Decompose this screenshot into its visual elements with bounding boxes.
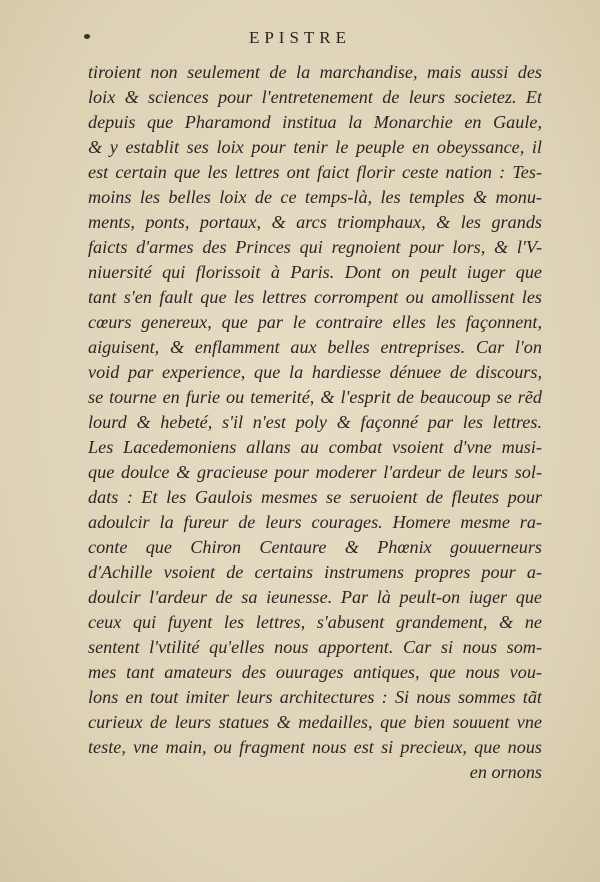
text-line: depuis que Pharamond institua la Monarchie en Gaule, [88,112,542,132]
text-line: conte que Chiron Centaure & Phœnix gouuerneurs [88,537,542,557]
text-line: moins les belles loix de ce temps-là, les temples & monu- [88,187,542,207]
text-line: doulcir l'ardeur de sa ieunesse. Par là peult-on iuger que [88,587,542,607]
text-line: ceux qui fuyent les lettres, s'abusent grandement, & ne [88,612,542,632]
text-line: loix & sciences pour l'entretenement de leurs societez. Et [88,87,542,107]
text-line: teste, vne main, ou fragment nous est si precieux, que nous [88,737,542,757]
text-line: se tourne en furie ou temerité, & l'esprit de beaucoup se rẽd [88,387,542,407]
text-line: d'Achille vsoient de certains instrumens propres pour a- [88,562,542,582]
text-line: aiguisent, & enflamment aux belles entreprises. Car l'on [88,337,542,357]
text-line: tant s'en fault que les lettres corrompent ou amollissent les [88,287,542,307]
body-text [88,60,542,785]
text-line: & y establit ses loix pour tenir le peuple en obeyssance, il [88,137,542,157]
text-line: faicts d'armes des Princes qui regnoient pour lors, & l'V- [88,237,542,257]
running-header: EPISTRE [248,28,352,47]
text-line: Les Lacedemoniens allans au combat vsoient d'vne musi- [88,437,542,457]
text-line: est certain que les lettres ont faict florir ceste nation : Tes- [88,162,542,182]
text-line: mes tant amateurs des ouurages antiques, que nous vou- [88,662,542,682]
text-line: dats : Et les Gaulois mesmes se seruoient de fleutes pour [88,487,542,507]
text-line: void par experience, que la hardiesse dénuee de discours, [88,362,542,382]
text-line: en ornons [469,762,542,782]
text-line: cœurs genereux, que par le contraire elles les façonnent, [88,312,542,332]
text-line: tiroient non seulement de la marchandise, mais aussi des [88,62,542,82]
text-line: curieux de leurs statues & medailles, que bien souuent vne [88,712,542,732]
text-line: que doulce & gracieuse pour moderer l'ardeur de leurs sol- [88,462,542,482]
text-line: sentent l'vtilité qu'elles nous apportent. Car si nous som- [88,637,542,657]
text-line: niuersité qui florissoit à Paris. Dont on peult iuger que [88,262,542,282]
text-line: adoulcir la fureur de leurs courages. Homere mesme ra- [88,512,542,532]
text-line: lourd & hebeté, s'il n'est poly & façonné par les lettres. [88,412,542,432]
text-line: lons en tout imiter leurs architectures : Si nous sommes tãt [88,687,542,707]
text-line: ments, ponts, portaux, & arcs triomphaux, & les grands [88,212,542,232]
